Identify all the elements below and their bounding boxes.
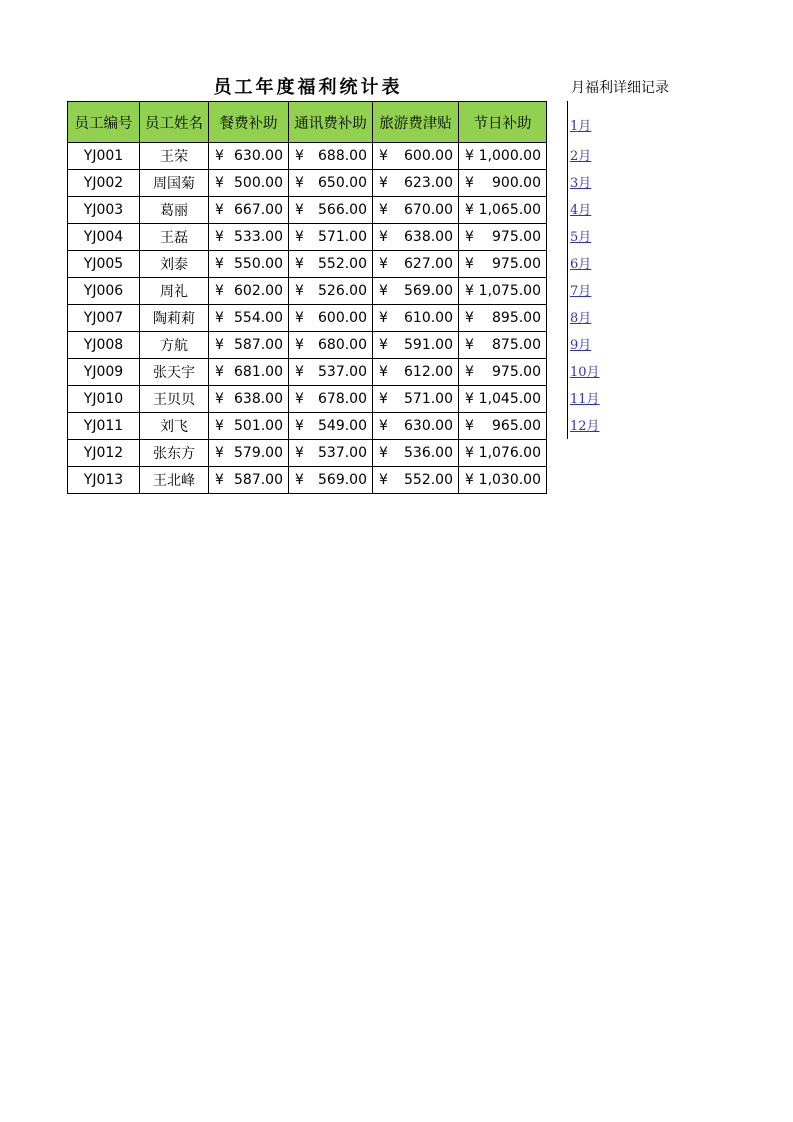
employee-id-cell[interactable]: YJ013 xyxy=(68,467,140,494)
employee-name-cell[interactable]: 张东方 xyxy=(140,440,209,467)
list-item xyxy=(570,330,600,357)
month-link-3[interactable]: 3月 xyxy=(570,176,592,191)
meal-allowance-cell[interactable] xyxy=(209,440,289,467)
amount-value: 501.00 xyxy=(234,418,283,434)
amount-value: 612.00 xyxy=(404,364,453,380)
employee-id-cell[interactable]: YJ006 xyxy=(68,278,140,305)
amount-value: 526.00 xyxy=(318,283,367,299)
amount-value: 678.00 xyxy=(318,391,367,407)
holiday-allowance-cell[interactable] xyxy=(459,305,547,332)
table-row xyxy=(68,332,547,359)
currency-symbol: ¥ xyxy=(295,391,304,407)
amount-value: 600.00 xyxy=(318,310,367,326)
travel-allowance-cell[interactable] xyxy=(373,197,459,224)
employee-id-cell[interactable]: YJ004 xyxy=(68,224,140,251)
meal-allowance-cell[interactable] xyxy=(209,332,289,359)
header-employee-name[interactable]: 员工姓名 xyxy=(140,102,209,143)
amount-value: 630.00 xyxy=(404,418,453,434)
holiday-allowance-cell[interactable] xyxy=(459,170,547,197)
amount-value: 900.00 xyxy=(492,175,541,191)
table-header-row xyxy=(68,102,547,143)
currency-symbol: ¥ xyxy=(465,256,474,272)
currency-symbol: ¥ xyxy=(215,337,224,353)
holiday-allowance-cell[interactable] xyxy=(459,332,547,359)
amount-value: 533.00 xyxy=(234,229,283,245)
travel-allowance-cell[interactable] xyxy=(373,170,459,197)
meal-allowance-cell[interactable] xyxy=(209,413,289,440)
currency-symbol: ¥ xyxy=(295,337,304,353)
currency-symbol: ¥ xyxy=(379,202,388,218)
currency-symbol: ¥ xyxy=(215,418,224,434)
currency-symbol: ¥ xyxy=(295,175,304,191)
currency-symbol: ¥ xyxy=(465,391,474,407)
employee-name-cell[interactable]: 王北峰 xyxy=(140,467,209,494)
currency-symbol: ¥ xyxy=(295,472,304,488)
currency-symbol: ¥ xyxy=(465,310,474,326)
list-item xyxy=(570,357,600,384)
travel-allowance-cell[interactable] xyxy=(373,224,459,251)
currency-symbol: ¥ xyxy=(379,175,388,191)
holiday-allowance-cell[interactable] xyxy=(459,467,547,494)
employee-name-cell[interactable]: 周国菊 xyxy=(140,170,209,197)
currency-symbol: ¥ xyxy=(215,310,224,326)
amount-value: 638.00 xyxy=(404,229,453,245)
header-telecom-allowance[interactable]: 通讯费补助 xyxy=(289,102,373,143)
header-employee-id[interactable]: 员工编号 xyxy=(68,102,140,143)
currency-symbol: ¥ xyxy=(465,418,474,434)
holiday-allowance-cell[interactable] xyxy=(459,143,547,170)
amount-value: 587.00 xyxy=(234,472,283,488)
currency-symbol: ¥ xyxy=(379,229,388,245)
amount-value: 566.00 xyxy=(318,202,367,218)
holiday-allowance-cell[interactable] xyxy=(459,440,547,467)
header-holiday-allowance[interactable]: 节日补助 xyxy=(459,102,547,143)
list-item xyxy=(570,249,600,276)
currency-symbol: ¥ xyxy=(465,229,474,245)
amount-value: 569.00 xyxy=(318,472,367,488)
currency-symbol: ¥ xyxy=(295,418,304,434)
list-item xyxy=(570,384,600,411)
meal-allowance-cell[interactable] xyxy=(209,143,289,170)
currency-symbol: ¥ xyxy=(295,148,304,164)
table-row xyxy=(68,386,547,413)
currency-symbol: ¥ xyxy=(465,364,474,380)
table-row xyxy=(68,467,547,494)
amount-value: 600.00 xyxy=(404,148,453,164)
currency-symbol: ¥ xyxy=(215,202,224,218)
telecom-allowance-cell[interactable] xyxy=(289,413,373,440)
table-row xyxy=(68,440,547,467)
travel-allowance-cell[interactable] xyxy=(373,278,459,305)
amount-value: 537.00 xyxy=(318,364,367,380)
currency-symbol: ¥ xyxy=(215,256,224,272)
month-link-11[interactable]: 11月 xyxy=(570,392,600,407)
employee-name-cell[interactable]: 刘泰 xyxy=(140,251,209,278)
amount-value: 550.00 xyxy=(234,256,283,272)
meal-allowance-cell[interactable] xyxy=(209,170,289,197)
telecom-allowance-cell[interactable] xyxy=(289,332,373,359)
holiday-allowance-cell[interactable] xyxy=(459,413,547,440)
meal-allowance-cell[interactable] xyxy=(209,467,289,494)
month-link-6[interactable]: 6月 xyxy=(570,257,592,272)
list-item xyxy=(570,141,600,168)
meal-allowance-cell[interactable] xyxy=(209,305,289,332)
list-item xyxy=(570,111,600,141)
amount-value: 965.00 xyxy=(492,418,541,434)
employee-id-cell[interactable]: YJ011 xyxy=(68,413,140,440)
telecom-allowance-cell[interactable] xyxy=(289,224,373,251)
list-item xyxy=(570,195,600,222)
telecom-allowance-cell[interactable] xyxy=(289,386,373,413)
currency-symbol: ¥ xyxy=(215,364,224,380)
table-row xyxy=(68,143,547,170)
list-item xyxy=(570,222,600,249)
employee-id-cell[interactable]: YJ010 xyxy=(68,386,140,413)
currency-symbol: ¥ xyxy=(379,445,388,461)
amount-value: 587.00 xyxy=(234,337,283,353)
amount-value: 638.00 xyxy=(234,391,283,407)
amount-value: 1,075.00 xyxy=(478,283,541,299)
amount-value: 667.00 xyxy=(234,202,283,218)
telecom-allowance-cell[interactable] xyxy=(289,305,373,332)
currency-symbol: ¥ xyxy=(465,337,474,353)
month-link-list xyxy=(570,111,600,438)
telecom-allowance-cell[interactable] xyxy=(289,251,373,278)
telecom-allowance-cell[interactable] xyxy=(289,170,373,197)
amount-value: 536.00 xyxy=(404,445,453,461)
amount-value: 1,065.00 xyxy=(478,202,541,218)
travel-allowance-cell[interactable] xyxy=(373,359,459,386)
amount-value: 975.00 xyxy=(492,229,541,245)
amount-value: 552.00 xyxy=(318,256,367,272)
amount-value: 1,030.00 xyxy=(478,472,541,488)
month-link-12[interactable]: 12月 xyxy=(570,419,600,434)
currency-symbol: ¥ xyxy=(295,364,304,380)
employee-name-cell[interactable]: 周礼 xyxy=(140,278,209,305)
telecom-allowance-cell[interactable] xyxy=(289,359,373,386)
amount-value: 571.00 xyxy=(318,229,367,245)
amount-value: 670.00 xyxy=(404,202,453,218)
amount-value: 623.00 xyxy=(404,175,453,191)
currency-symbol: ¥ xyxy=(215,472,224,488)
list-item xyxy=(570,411,600,438)
table-row xyxy=(68,413,547,440)
holiday-allowance-cell[interactable] xyxy=(459,359,547,386)
header-travel-allowance[interactable]: 旅游费津贴 xyxy=(373,102,459,143)
amount-value: 549.00 xyxy=(318,418,367,434)
amount-value: 1,045.00 xyxy=(478,391,541,407)
month-link-10[interactable]: 10月 xyxy=(570,365,600,380)
amount-value: 554.00 xyxy=(234,310,283,326)
month-link-5[interactable]: 5月 xyxy=(570,230,592,245)
list-item xyxy=(570,276,600,303)
amount-value: 975.00 xyxy=(492,364,541,380)
holiday-allowance-cell[interactable] xyxy=(459,224,547,251)
amount-value: 602.00 xyxy=(234,283,283,299)
employee-name-cell[interactable]: 王荣 xyxy=(140,143,209,170)
header-meal-allowance[interactable]: 餐费补助 xyxy=(209,102,289,143)
meal-allowance-cell[interactable] xyxy=(209,197,289,224)
currency-symbol: ¥ xyxy=(215,445,224,461)
amount-value: 680.00 xyxy=(318,337,367,353)
travel-allowance-cell[interactable] xyxy=(373,413,459,440)
employee-id-cell[interactable]: YJ008 xyxy=(68,332,140,359)
table-row xyxy=(68,359,547,386)
currency-symbol: ¥ xyxy=(295,202,304,218)
currency-symbol: ¥ xyxy=(379,310,388,326)
currency-symbol: ¥ xyxy=(295,229,304,245)
table-row xyxy=(68,305,547,332)
employee-name-cell[interactable]: 陶莉莉 xyxy=(140,305,209,332)
amount-value: 500.00 xyxy=(234,175,283,191)
travel-allowance-cell[interactable] xyxy=(373,386,459,413)
currency-symbol: ¥ xyxy=(379,472,388,488)
currency-symbol: ¥ xyxy=(379,364,388,380)
holiday-allowance-cell[interactable] xyxy=(459,197,547,224)
employee-id-cell[interactable]: YJ001 xyxy=(68,143,140,170)
currency-symbol: ¥ xyxy=(295,310,304,326)
currency-symbol: ¥ xyxy=(379,337,388,353)
holiday-allowance-cell[interactable] xyxy=(459,251,547,278)
travel-allowance-cell[interactable] xyxy=(373,332,459,359)
month-link-2[interactable]: 2月 xyxy=(570,149,592,164)
meal-allowance-cell[interactable] xyxy=(209,386,289,413)
amount-value: 1,076.00 xyxy=(478,445,541,461)
list-item xyxy=(570,303,600,330)
list-item xyxy=(570,168,600,195)
amount-value: 630.00 xyxy=(234,148,283,164)
monthly-records-title: 月福利详细记录 xyxy=(571,80,669,96)
telecom-allowance-cell[interactable] xyxy=(289,467,373,494)
amount-value: 875.00 xyxy=(492,337,541,353)
currency-symbol: ¥ xyxy=(465,202,474,218)
month-link-8[interactable]: 8月 xyxy=(570,311,592,326)
meal-allowance-cell[interactable] xyxy=(209,278,289,305)
amount-value: 975.00 xyxy=(492,256,541,272)
telecom-allowance-cell[interactable] xyxy=(289,197,373,224)
employee-name-cell[interactable]: 方航 xyxy=(140,332,209,359)
employee-name-cell[interactable]: 王贝贝 xyxy=(140,386,209,413)
amount-value: 895.00 xyxy=(492,310,541,326)
sheet-title: 员工年度福利统计表 xyxy=(213,77,403,98)
month-link-1[interactable]: 1月 xyxy=(570,119,592,134)
amount-value: 591.00 xyxy=(404,337,453,353)
employee-id-cell[interactable]: YJ005 xyxy=(68,251,140,278)
amount-value: 552.00 xyxy=(404,472,453,488)
amount-value: 627.00 xyxy=(404,256,453,272)
currency-symbol: ¥ xyxy=(215,229,224,245)
currency-symbol: ¥ xyxy=(465,283,474,299)
amount-value: 610.00 xyxy=(404,310,453,326)
employee-id-cell[interactable]: YJ002 xyxy=(68,170,140,197)
table-row xyxy=(68,224,547,251)
currency-symbol: ¥ xyxy=(295,256,304,272)
currency-symbol: ¥ xyxy=(465,175,474,191)
currency-symbol: ¥ xyxy=(379,283,388,299)
currency-symbol: ¥ xyxy=(215,283,224,299)
currency-symbol: ¥ xyxy=(379,148,388,164)
table-row xyxy=(68,170,547,197)
currency-symbol: ¥ xyxy=(379,391,388,407)
employee-id-cell[interactable]: YJ003 xyxy=(68,197,140,224)
table-row xyxy=(68,197,547,224)
currency-symbol: ¥ xyxy=(215,175,224,191)
travel-allowance-cell[interactable] xyxy=(373,143,459,170)
telecom-allowance-cell[interactable] xyxy=(289,278,373,305)
amount-value: 688.00 xyxy=(318,148,367,164)
currency-symbol: ¥ xyxy=(465,445,474,461)
employee-id-cell[interactable]: YJ009 xyxy=(68,359,140,386)
currency-symbol: ¥ xyxy=(465,472,474,488)
amount-value: 579.00 xyxy=(234,445,283,461)
telecom-allowance-cell[interactable] xyxy=(289,143,373,170)
telecom-allowance-cell[interactable] xyxy=(289,440,373,467)
currency-symbol: ¥ xyxy=(295,283,304,299)
currency-symbol: ¥ xyxy=(465,148,474,164)
travel-allowance-cell[interactable] xyxy=(373,467,459,494)
travel-allowance-cell[interactable] xyxy=(373,305,459,332)
amount-value: 681.00 xyxy=(234,364,283,380)
meal-allowance-cell[interactable] xyxy=(209,251,289,278)
amount-value: 650.00 xyxy=(318,175,367,191)
meal-allowance-cell[interactable] xyxy=(209,359,289,386)
amount-value: 1,000.00 xyxy=(478,148,541,164)
side-divider xyxy=(567,101,568,439)
table-row xyxy=(68,278,547,305)
table-row xyxy=(68,251,547,278)
employee-id-cell[interactable]: YJ007 xyxy=(68,305,140,332)
currency-symbol: ¥ xyxy=(379,418,388,434)
holiday-allowance-cell[interactable] xyxy=(459,278,547,305)
welfare-table xyxy=(67,101,547,494)
currency-symbol: ¥ xyxy=(295,445,304,461)
travel-allowance-cell[interactable] xyxy=(373,251,459,278)
travel-allowance-cell[interactable] xyxy=(373,440,459,467)
employee-name-cell[interactable]: 刘飞 xyxy=(140,413,209,440)
employee-id-cell[interactable]: YJ012 xyxy=(68,440,140,467)
month-link-4[interactable]: 4月 xyxy=(570,203,592,218)
amount-value: 537.00 xyxy=(318,445,367,461)
currency-symbol: ¥ xyxy=(379,256,388,272)
currency-symbol: ¥ xyxy=(215,391,224,407)
amount-value: 569.00 xyxy=(404,283,453,299)
holiday-allowance-cell[interactable] xyxy=(459,386,547,413)
amount-value: 571.00 xyxy=(404,391,453,407)
employee-name-cell[interactable]: 王磊 xyxy=(140,224,209,251)
currency-symbol: ¥ xyxy=(215,148,224,164)
meal-allowance-cell[interactable] xyxy=(209,224,289,251)
employee-name-cell[interactable]: 张天宇 xyxy=(140,359,209,386)
month-link-9[interactable]: 9月 xyxy=(570,338,592,353)
month-link-7[interactable]: 7月 xyxy=(570,284,592,299)
employee-name-cell[interactable]: 葛丽 xyxy=(140,197,209,224)
